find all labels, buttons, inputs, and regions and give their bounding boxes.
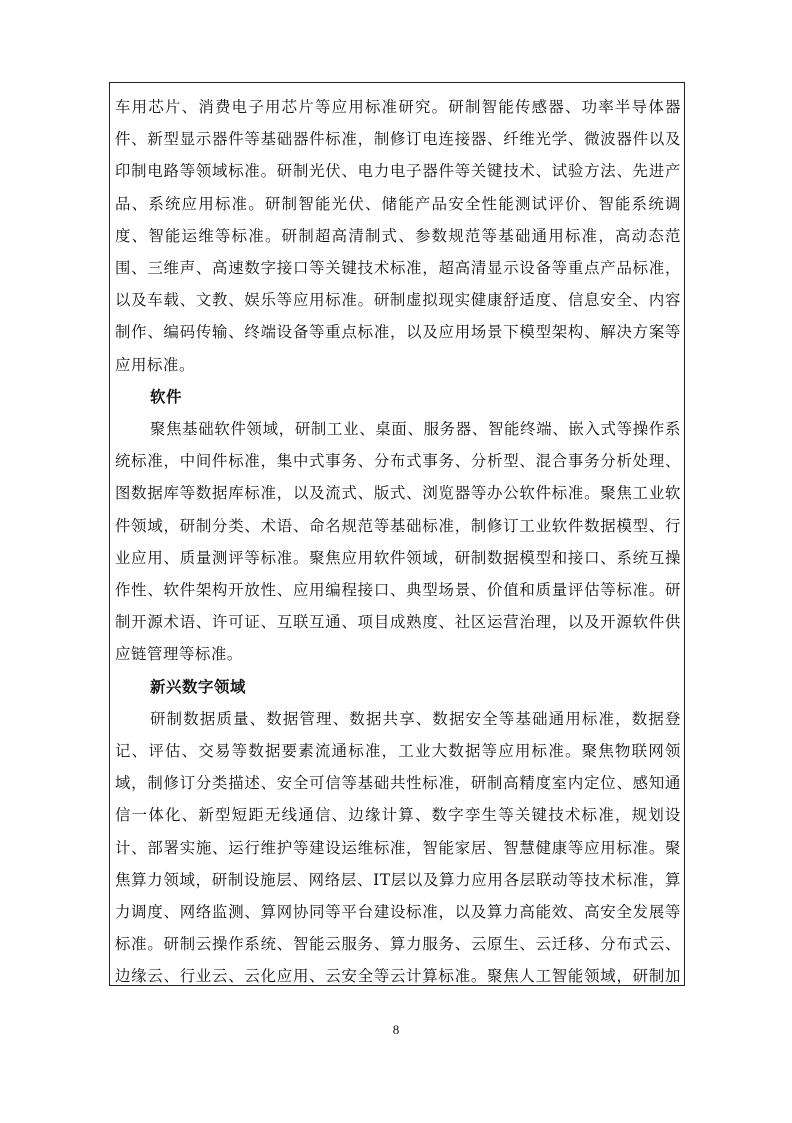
content-frame <box>109 82 685 986</box>
intro-paragraph: 车用芯片、消费电子用芯片等应用标准研究。研制智能传感器、功率半导体器件、新型显示器件等基础器件标准，制修订电连接器、纤维光学、微波器件以及印制电路等领域标准。研制光伏、电力电子器件等关键技术、试验方法、先进产品、系统应用标准。研制智能光伏、储能产品安全性能测试评价、智能系统调度、智能运维等标准。研制超高清制式、参数规范等基础通用标准，高动态范围、三维声、高速数字接口等关键技术标准，超高清显示设备等重点产品标准，以及车载、文教、娱乐等应用标准。研制虚拟现实健康舒适度、信息安全、内容制作、编码传输、终端设备等重点标准，以及应用场景下模型架构、解决方案等应用标准。 <box>115 98 681 374</box>
software-paragraph: 聚焦基础软件领域，研制工业、桌面、服务器、智能终端、嵌入式等操作系统标准，中间件标准，集中式事务、分布式事务、分析型、混合事务分析处理、图数据库等数据库标准，以及流式、版式、浏览器等办公软件标准。聚焦工业软件领域，研制分类、术语、命名规范等基础标准，制修订工业软件数据模型、行业应用、质量测评等标准。聚焦应用软件领域，研制数据模型和接口、系统互操作性、软件架构开放性、应用编程接口、典型场景、价值和质量评估等标准。研制开源术语、许可证、互联互通、项目成熟度、社区运营治理，以及开源软件供应链管理等标准。 <box>115 420 681 664</box>
section-heading-software: 软件 <box>150 387 182 406</box>
section-heading-emerging-digital: 新兴数字领域 <box>150 677 246 696</box>
page-number: 8 <box>392 1022 400 1037</box>
document-body <box>115 91 681 986</box>
emerging-digital-paragraph: 研制数据质量、数据管理、数据共享、数据安全等基础通用标准，数据登记、评估、交易等数据要素流通标准，工业大数据等应用标准。聚焦物联网领域，制修订分类描述、安全可信等基础共性标准，研制高精度室内定位、感知通信一体化、新型短距无线通信、边缘计算、数字孪生等关键技术标准，规划设计、部署实施、运行维护等建设运维标准，智能家居、智慧健康等应用标准。聚焦算力领域，研制设施层、网络层、IT层以及算力应用各层联动等技术标准，算力调度、网络监测、算网协同等平台建设标准，以及算力高能效、高安全发展等标准。研制云操作系统、智能云服务、算力服务、云原生、云迁移、分布式云、边缘云、行业云、云化应用、云安全等云计算标准。聚焦人工智能领域，研制加 <box>115 709 681 986</box>
